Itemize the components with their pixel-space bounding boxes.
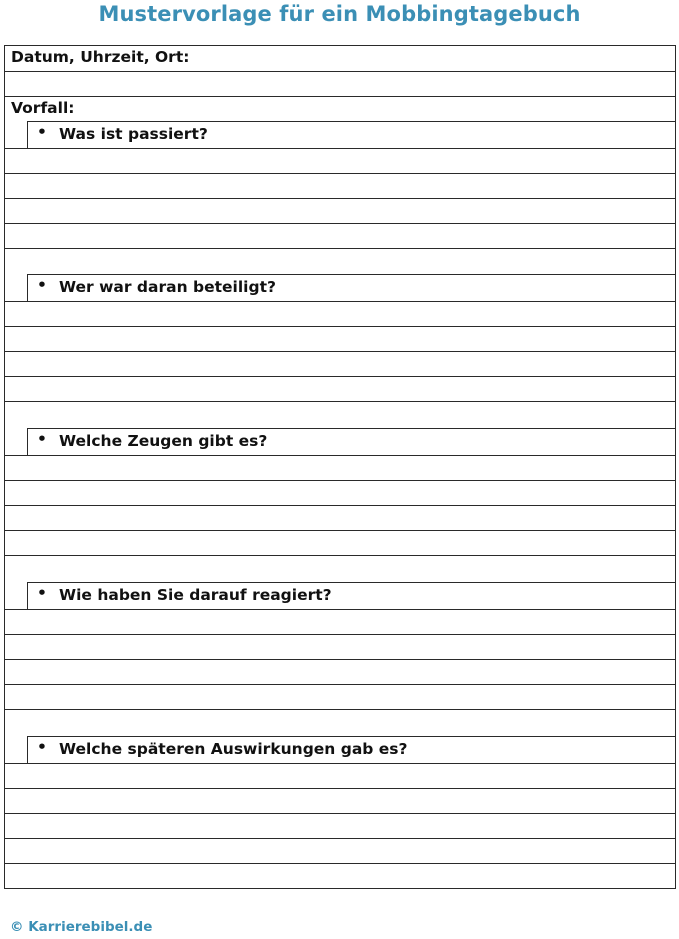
answer-line[interactable] xyxy=(5,480,675,506)
answer-line[interactable] xyxy=(5,401,675,429)
question-1 xyxy=(27,121,675,149)
question-text: Was ist passiert? xyxy=(59,125,208,143)
answer-line[interactable] xyxy=(5,326,675,352)
answer-line[interactable] xyxy=(5,763,675,789)
diary-form xyxy=(4,45,676,889)
question-text: Welche Zeugen gibt es? xyxy=(59,432,268,450)
answer-line[interactable] xyxy=(5,173,675,199)
question-4 xyxy=(27,582,675,610)
answer-line[interactable] xyxy=(5,684,675,710)
answer-line[interactable] xyxy=(5,838,675,864)
incident-label: Vorfall: xyxy=(11,99,75,117)
answer-line[interactable] xyxy=(5,376,675,402)
answer-line[interactable] xyxy=(5,709,675,737)
bullet-icon: • xyxy=(37,430,47,448)
answer-line[interactable] xyxy=(5,148,675,174)
bullet-icon: • xyxy=(37,738,47,756)
copyright-footer: © Karrierebibel.de xyxy=(10,919,153,935)
answer-line[interactable] xyxy=(5,659,675,685)
bullet-icon: • xyxy=(37,584,47,602)
answer-line[interactable] xyxy=(5,198,675,224)
question-text: Wie haben Sie darauf reagiert? xyxy=(59,586,332,604)
question-2 xyxy=(27,274,675,302)
answer-line[interactable] xyxy=(5,634,675,660)
page-title: Mustervorlage für ein Mobbingtagebuch xyxy=(98,2,581,26)
answer-line[interactable] xyxy=(5,248,675,275)
date-label: Datum, Uhrzeit, Ort: xyxy=(11,48,190,66)
answer-line[interactable] xyxy=(5,351,675,377)
answer-line[interactable] xyxy=(5,455,675,481)
answer-line[interactable] xyxy=(5,813,675,839)
question-text: Welche späteren Auswirkungen gab es? xyxy=(59,740,408,758)
answer-line[interactable] xyxy=(5,863,675,889)
answer-line[interactable] xyxy=(5,223,675,249)
question-3 xyxy=(27,428,675,456)
question-5 xyxy=(27,736,675,764)
answer-line[interactable] xyxy=(5,788,675,814)
bullet-icon: • xyxy=(37,276,47,294)
answer-line[interactable] xyxy=(5,505,675,531)
answer-line[interactable] xyxy=(5,555,675,583)
date-entry-line[interactable] xyxy=(5,71,675,97)
bullet-icon: • xyxy=(37,123,47,141)
answer-line[interactable] xyxy=(5,530,675,556)
date-label-row xyxy=(5,46,675,71)
answer-line[interactable] xyxy=(5,301,675,327)
question-text: Wer war daran beteiligt? xyxy=(59,278,276,296)
answer-line[interactable] xyxy=(5,609,675,635)
incident-label-row xyxy=(5,96,675,122)
